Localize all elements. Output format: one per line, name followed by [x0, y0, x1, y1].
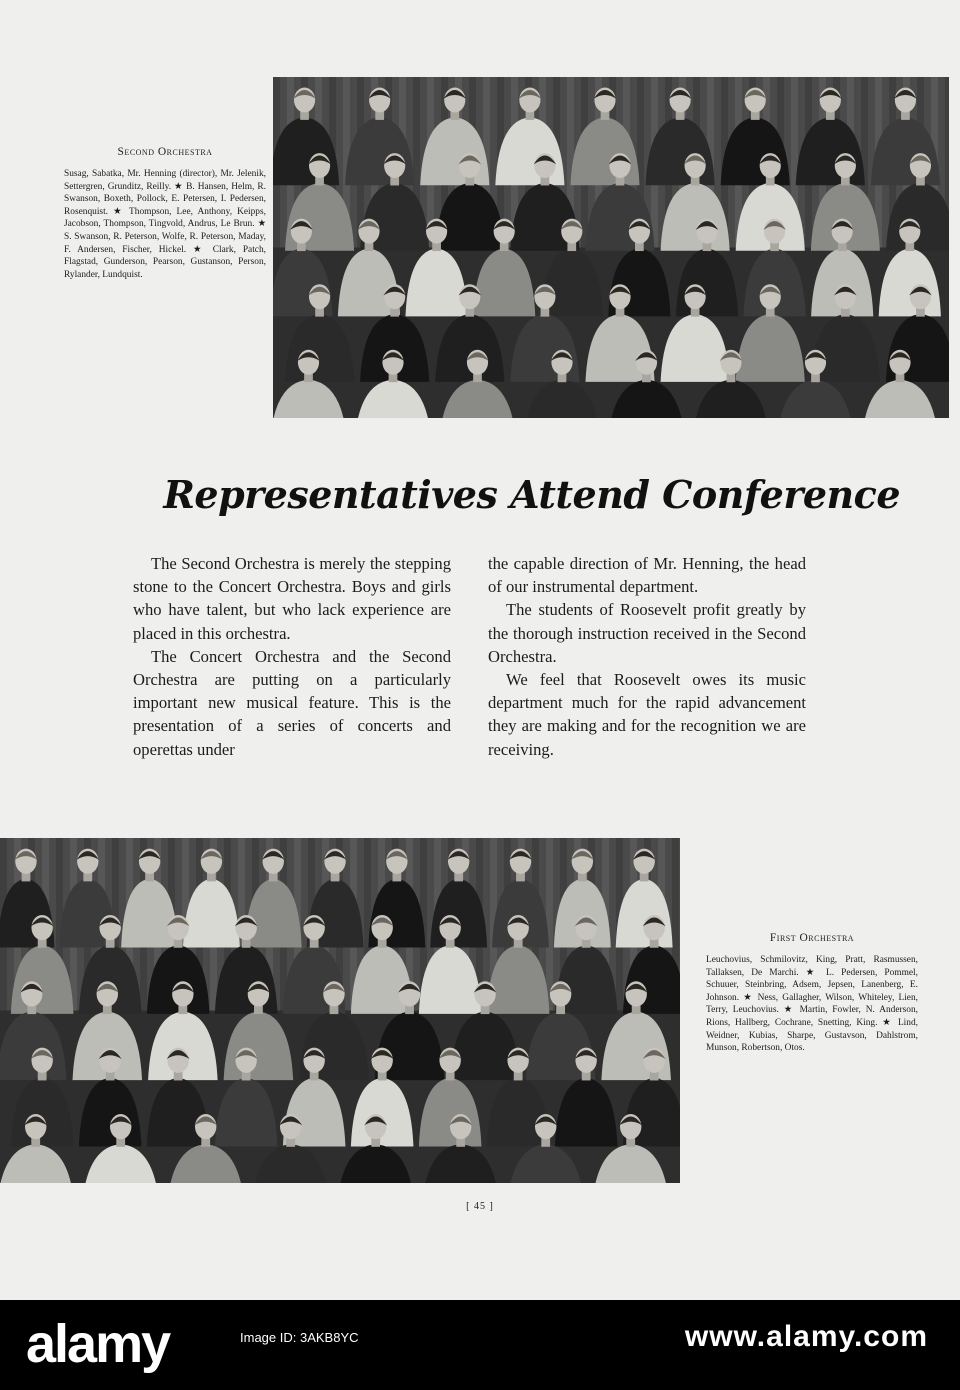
first-orchestra-caption [706, 932, 918, 1055]
first-orchestra-photo [0, 838, 680, 1183]
article-paragraph: The Concert Orchestra and the Second Orchestra are putting on a particularly important new musical feature. This is the presentation of a series of concerts and operettas under [133, 646, 451, 759]
group-photo-first-orchestra [0, 838, 680, 1183]
image-id-label: Image ID: 3AKB8YC [240, 1330, 359, 1345]
second-orchestra-names: Susag, Sabatka, Mr. Henning (director), Mr. Jelenik, Settergren, Grunditz, Reilly. ★ B. Hansen, Helm, R. Swanson, Boxeth, Pollock, E. Petersen, I. Pedersen, Rosenquist. ★ Thompson, Lee, Anthony, Keipps, Jacobson, Thompson, Tingvold, Andrus, Le Brun. ★ S. Swanson, R. Peterson, Wolfe, R. Peterson, Maday, F. Andersen, Fischer, Hickel. ★ Clark, Patch, Flagstad, Gunderson, Pearson, Gustanson, Person, Rylander, Lundquist. [64, 169, 266, 280]
article-column-right [488, 552, 806, 761]
second-orchestra-title: Second Orchestra [117, 146, 213, 158]
group-photo-second-orchestra [273, 77, 949, 418]
article-headline: Representatives Attend Conference [163, 472, 900, 517]
article-paragraph: The students of Roosevelt profit greatly by the thorough instruction received in the Second Orchestra. [488, 600, 806, 666]
second-orchestra-photo [273, 77, 949, 418]
first-orchestra-names: Leuchovius, Schmilovitz, King, Pratt, Rasmussen, Tallaksen, De Marchi. ★ L. Pedersen, Pommel, Schuuer, Steinbring, Adsem, Jepsen, Lanenberg, E. Johnson. ★ Ness, Gallagher, Wilson, Whiteley, Lien, Terry, Leuchovius. ★ Martin, Fowler, N. Anderson, Rions, Hallberg, Cochrane, Snetting, King. ★ Lind, Weidner, Kubias, Sharpe, Gustavson, Dahlstrom, Munson, Robertson, Otos. [706, 955, 918, 1054]
site-label: www.alamy.com [684, 1320, 928, 1353]
article-paragraph: We feel that Roosevelt owes its music department much for the rapid advancement they are making and for the recognition we are receiving. [488, 670, 806, 759]
article-paragraph: the capable direction of Mr. Henning, the head of our instrumental department. [488, 554, 806, 597]
second-orchestra-caption [64, 146, 266, 281]
article-paragraph: The Second Orchestra is merely the stepping stone to the Concert Orchestra. Boys and girls who have talent, but who lack experience are placed in this orchestra. [133, 554, 451, 643]
article-column-left [133, 552, 451, 761]
svg-text:alamy: alamy [26, 1314, 170, 1374]
alamy-logo [18, 1306, 223, 1384]
page-number: [ 45 ] [466, 1201, 494, 1212]
first-orchestra-title: First Orchestra [769, 932, 855, 944]
